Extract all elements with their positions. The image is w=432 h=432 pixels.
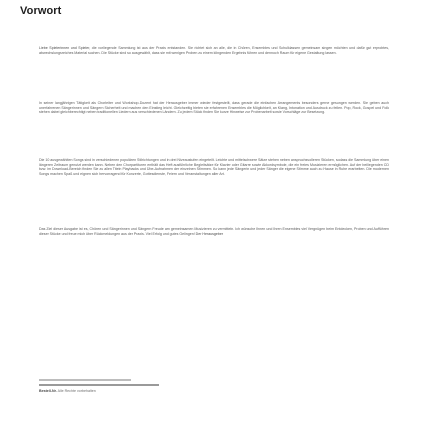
footer-note	[39, 389, 159, 394]
paragraph-2-text: In seiner langjährigen Tätigkeit als Chorleiter und Workshop-Dozent hat der Herausgeber immer wieder festgestellt, dass gerade die einfachen Arrangements besonders gerne gesungen werden. Sie geben auch unerfahrenen Sängerinnen und Sängern Sicherheit und machen den Einstieg leicht. Gleichzeitig bieten sie erfahrenen Ensembles die Möglichkeit, an Klang, Intonation und Ausdruck zu feilen. Pop, Rock, Gospel und Folk stehen dabei gleichberechtigt neben traditionellen Liedern aus verschiedenen Ländern. Zu jedem Stück finden Sie kurze Hinweise zur Probenarbeit sowie Vorschläge zur Besetzung.	[39, 101, 389, 115]
footer-divider-secondary	[39, 384, 159, 386]
paragraph-4-text: Das Ziel dieser Ausgabe ist es, Chören und Sängerinnen und Sängern Freude am gemeinsamen Musizieren zu vermitteln. Ich wünsche Ihnen und Ihren Ensembles viel Vergnügen beim Entdecken, Proben und Aufführen dieser Stücke und freue mich über Rückmeldungen aus der Praxis. Viel Erfolg und gutes Gelingen!	[39, 227, 389, 236]
footer-note-text: Alle Rechte vorbehalten	[57, 389, 96, 393]
paragraph-1	[39, 46, 389, 55]
paragraph-1-text: die vorliegende Sammlung ist aus der Praxis entstanden. Sie richtet sich an alle, die in Chören, Ensembles und Schulklassen gemeinsam singen möchten und dafür gut erprobtes, abwechslungsreiches Material suchen. Die Stücke sind so ausgewählt, dass sie mit wenigen Proben zu einem klingenden Ergebnis führen und dennoch Raum für eigene Gestaltung lassen.	[39, 46, 389, 55]
footer-note-label: Bestell-Nr.	[39, 389, 57, 393]
signature: Der Herausgeber	[195, 231, 224, 236]
paragraph-3-text: Die 10 ausgewählten Songs sind in verschiedenen populären Stilrichtungen und in drei Niveaustufen eingeteilt. Leichte und mittelschwere Sätze stehen neben anspruchsvolleren Stücken, sodass die Sammlung über einen längeren Zeitraum genutzt werden kann. Neben den Chorpartituren enthält das Heft ausführliche Begleitsätze für Klavier oder Gitarre sowie Akkordsymbole, die ein freies Musizieren ermöglichen. Auf der beiliegenden CD bzw. im Download-Bereich finden Sie zu allen Titeln Playbacks und Übe-Aufnahmen der einzelnen Stimmen. So kann jede Sängerin und jeder Sänger die eigene Stimme auch zu Hause in Ruhe erarbeiten. Die modernen Songs machen Spaß und eignen sich hervorragend für Konzerte, Gottesdienste, Feiern und Veranstaltungen aller Art.	[39, 158, 389, 176]
paragraph-2	[39, 101, 389, 115]
footer-divider	[39, 379, 131, 381]
paragraph-4	[39, 227, 389, 236]
page-title: Vorwort	[20, 5, 62, 17]
salutation: Liebe Spielerinnen und Spieler,	[39, 46, 91, 50]
paragraph-3	[39, 158, 389, 176]
footer-block	[39, 379, 159, 394]
